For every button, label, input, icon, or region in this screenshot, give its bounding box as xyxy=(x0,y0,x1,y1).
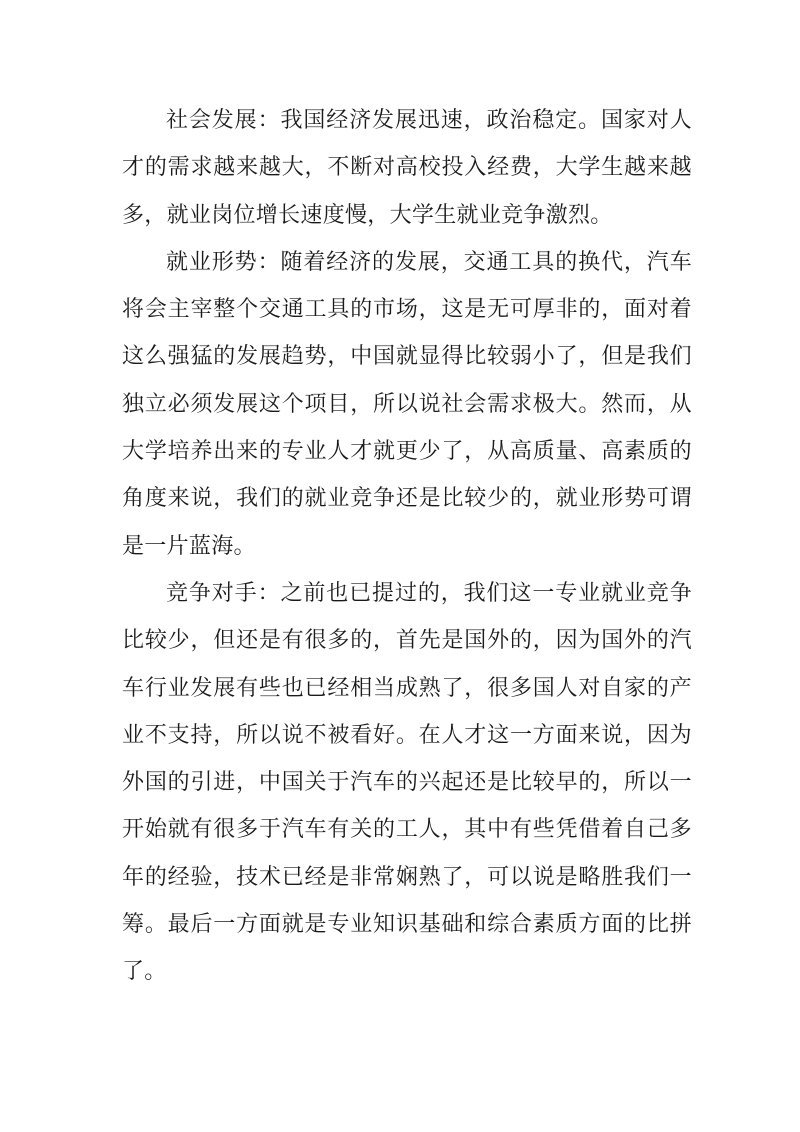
paragraph-employment-situation: 就业形势：随着经济的发展，交通工具的换代，汽车将会主宰整个交通工具的市场，这是无可厚非的，面对着这么强猛的发展趋势，中国就显得比较弱小了，但是我们独立必须发展这个项目，所以说社会需求极大。然而，从大学培养出来的专业人才就更少了，从高质量、高素质的角度来说，我们的就业竞争还是比较少的，就业形势可谓是一片蓝海。 xyxy=(122,249,692,559)
paragraph-competitors: 竞争对手：之前也已提过的，我们这一专业就业竞争比较少，但还是有很多的，首先是国外的，因为国外的汽车行业发展有些也已经相当成熟了，很多国人对自家的产业不支持，所以说不被看好。在人才这一方面来说，因为外国的引进，中国关于汽车的兴起还是比较早的，所以一开始就有很多于汽车有关的工人，其中有些凭借着自己多年的经验，技术已经是非常娴熟了，可以说是略胜我们一筹。最后一方面就是专业知识基础和综合素质方面的比拼了。 xyxy=(122,580,692,985)
document-body xyxy=(122,97,692,996)
paragraph-social-development: 社会发展：我国经济发展迅速，政治稳定。国家对人才的需求越来越大，不断对高校投入经费，大学生越来越多，就业岗位增长速度慢，大学生就业竞争激烈。 xyxy=(122,108,692,228)
